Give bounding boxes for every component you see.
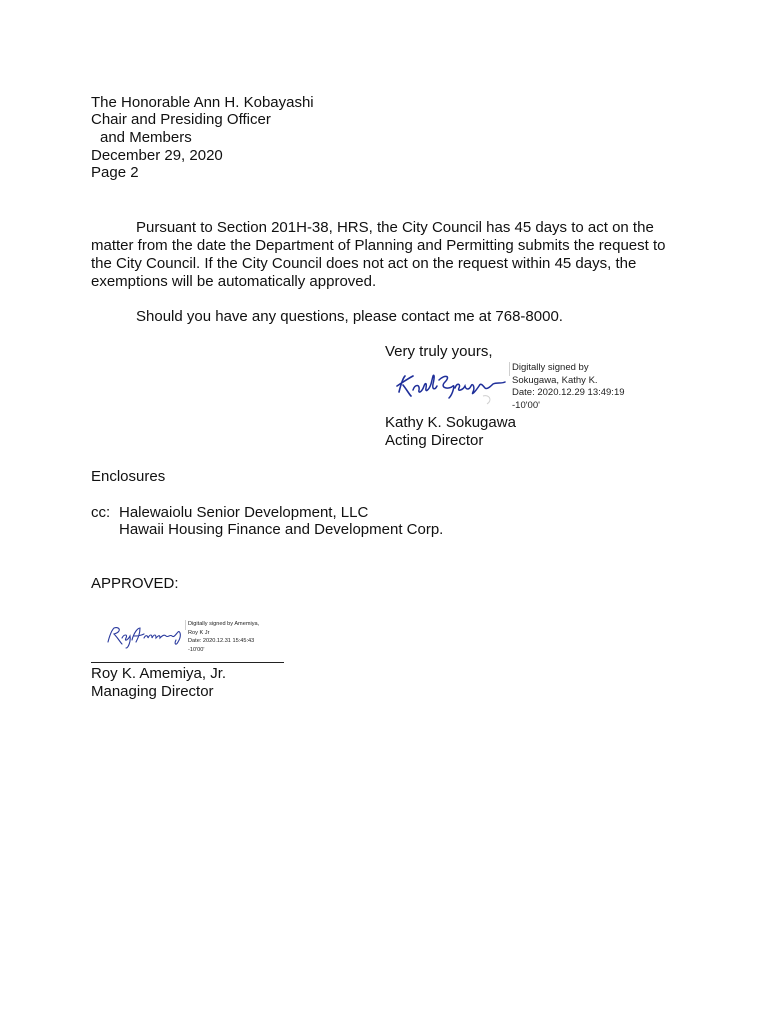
director-digital-signature-note bbox=[512, 362, 625, 412]
page-number: Page 2 bbox=[91, 164, 139, 181]
director-sig-line-4: -10'00' bbox=[512, 399, 540, 411]
body-paragraph-1 bbox=[91, 219, 681, 291]
approval-signature-divider bbox=[185, 620, 186, 630]
enclosures-label: Enclosures bbox=[91, 468, 166, 485]
approval-sig-line-4: -10'00' bbox=[188, 646, 205, 653]
approver-title: Managing Director bbox=[91, 683, 214, 700]
approver-name: Roy K. Amemiya, Jr. bbox=[91, 665, 227, 682]
director-sig-line-1: Digitally signed by bbox=[512, 362, 589, 373]
signature-line bbox=[91, 662, 284, 663]
paragraph-1-line-1: Pursuant to Section 201H-38, HRS, the City Council has 45 days to act on the bbox=[136, 219, 654, 236]
cc-line-2: Hawaii Housing Finance and Development Corp. bbox=[119, 521, 444, 538]
approval-sig-line-2: Roy K Jr bbox=[188, 629, 210, 636]
director-sig-line-3: Date: 2020.12.29 13:49:19 bbox=[512, 387, 625, 398]
letter-date: December 29, 2020 bbox=[91, 147, 223, 164]
approval-sig-line-1: Digitally signed by Amemiya, bbox=[188, 621, 260, 627]
managing-director-digital-signature-note bbox=[188, 620, 259, 654]
paragraph-1-line-4: exemptions will be automatically approved. bbox=[91, 273, 377, 290]
signer-title: Acting Director bbox=[385, 432, 484, 449]
closing-salutation: Very truly yours, bbox=[385, 343, 493, 360]
addressee-members: and Members bbox=[100, 129, 192, 146]
addressee-title: Chair and Presiding Officer bbox=[91, 111, 271, 128]
director-sig-line-2: Sokugawa, Kathy K. bbox=[512, 374, 598, 386]
cc-line-1: Halewaiolu Senior Development, LLC bbox=[119, 504, 369, 521]
paragraph-1-line-2: matter from the date the Department of Planning and Permitting submits the request to bbox=[91, 237, 666, 254]
addressee: The Honorable Ann H. Kobayashi bbox=[91, 94, 314, 111]
signature-divider bbox=[509, 362, 510, 376]
cc-label: cc: bbox=[91, 504, 111, 521]
approved-label: APPROVED: bbox=[91, 575, 179, 592]
body-paragraph-2: Should you have any questions, please contact me at 768-8000. bbox=[136, 308, 563, 325]
paragraph-1-line-3: the City Council. If the City Council does not act on the request within 45 days, the bbox=[91, 255, 637, 272]
approval-sig-line-3: Date: 2020.12.31 15:45:43 bbox=[188, 638, 255, 644]
director-signature-image bbox=[393, 366, 509, 406]
signer-name: Kathy K. Sokugawa bbox=[385, 414, 516, 431]
managing-director-signature-image bbox=[104, 622, 186, 650]
